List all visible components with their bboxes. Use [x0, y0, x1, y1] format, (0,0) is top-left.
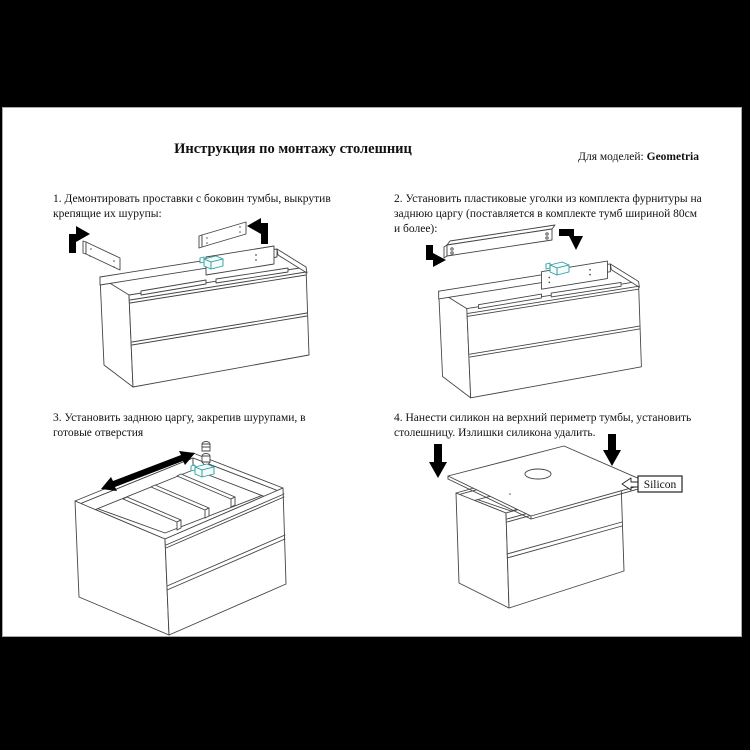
step-4-line: 4. Нанести силикон на верхний периметр тумбы, установить: [394, 412, 692, 424]
spacer-panel: [83, 241, 120, 270]
silicon-callout: [622, 476, 682, 492]
bent-arrow-left-icon: [247, 218, 268, 244]
step-3-figure: [43, 439, 353, 637]
step-3-instruction: [53, 411, 306, 441]
step-1-figure: [56, 215, 366, 405]
silicon-label: Silicon: [643, 479, 677, 491]
back-rail-panel: [444, 225, 555, 258]
bent-arrow-down-icon: [426, 245, 446, 267]
down-arrow-icon: [429, 444, 447, 478]
document-page: [2, 107, 742, 637]
step-2-line: 2. Установить пластиковые уголки из комплекта фурнитуры на: [394, 193, 702, 205]
step-3-line: 3. Установить заднюю царгу, закрепив шурупами, в: [53, 412, 306, 424]
down-arrow-icon: [603, 434, 621, 466]
step-2-figure: [406, 215, 716, 405]
step-3-line: готовые отверстия: [53, 427, 144, 439]
models-label: Для моделей:: [578, 151, 644, 163]
bent-arrow-down-icon: [559, 229, 583, 250]
step-4-line: столешницу. Излишки силикона удалить.: [394, 427, 596, 439]
spacer-panel: [199, 222, 246, 248]
screw-icon: [202, 442, 210, 468]
models-value: Geometria: [646, 151, 699, 163]
step-4-figure: [398, 434, 728, 632]
cabinet-drawing: [75, 453, 286, 635]
step-1-line: крепящие их шурупы:: [53, 208, 162, 220]
step-1-line: 1. Демонтировать проставки с боковин тумбы, выкрутив: [53, 193, 331, 205]
page-title: Инструкция по монтажу столешниц: [174, 141, 412, 157]
step-2-line: и более):: [394, 223, 438, 235]
models-note: [483, 151, 699, 163]
step-2-line: заднюю царгу (поставляется в комплекте тумб шириной 80см: [394, 208, 698, 220]
